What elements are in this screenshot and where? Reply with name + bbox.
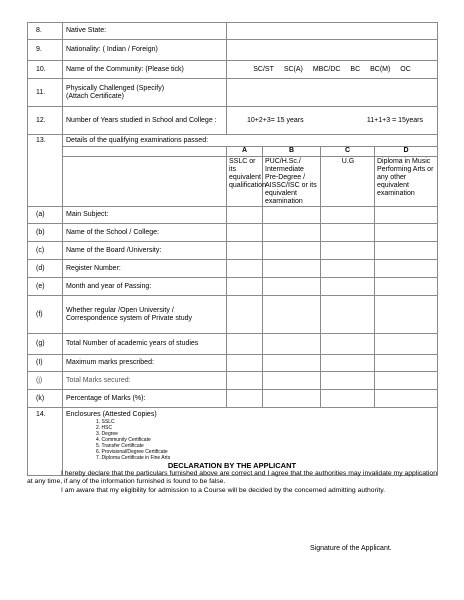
table-row [28,242,438,260]
row-label: Native State: [63,23,227,40]
row-sublabel: (Attach Certificate) [66,92,124,100]
row-label: Name of the Board /University: [63,242,227,260]
row-label: Register Number: [63,260,227,278]
column-header-a: A [227,147,263,157]
row-number: 10. [28,61,63,79]
column-description-b: PUC/H.Sc./ Intermediate Pre-Degree / AISSC/ISC or its equivalent examination [263,157,321,207]
cell-b[interactable] [263,207,321,224]
column-description-a: SSLC or its equivalent qualification [227,157,263,207]
cell-a[interactable] [227,207,263,224]
row-years-studied [28,107,438,135]
cell-d[interactable] [375,390,438,408]
row-number: (j) [28,372,63,390]
cell-a[interactable] [227,224,263,242]
row-number: (f) [28,296,63,334]
cell-a[interactable] [227,260,263,278]
column-header-b: B [263,147,321,157]
row-number: (e) [28,278,63,296]
row-label: Whether regular /Open University / Correspondence system of Private study [63,296,227,334]
community-option-bc[interactable]: BC [350,65,361,73]
row-number: 8. [28,23,63,40]
community-option-sca[interactable]: SC(A) [283,65,303,73]
cell-d[interactable] [375,278,438,296]
community-option-oc[interactable]: OC [400,65,411,73]
cell-a[interactable] [227,278,263,296]
community-option-mbcdc[interactable]: MBC/DC [312,65,341,73]
row-label: Maximum marks prescribed: [63,355,227,372]
list-item: 5. Transfer Certificate [96,443,144,449]
row-number: 11. [28,79,63,107]
cell-b[interactable] [263,260,321,278]
cell-c[interactable] [321,260,375,278]
row-number: 12. [28,107,63,135]
cell-c[interactable] [321,355,375,372]
row-qualifying-exams [28,135,438,147]
cell-c[interactable] [321,296,375,334]
cell-a[interactable] [227,242,263,260]
table-row [28,207,438,224]
cell-d[interactable] [375,224,438,242]
list-item: 2. HSC [96,425,113,431]
row-number: 13. [28,135,63,207]
row-number: (g) [28,334,63,355]
community-option-scst[interactable]: SC/ST [253,65,274,73]
list-item: 1. SSLC [96,419,115,425]
row-number: (d) [28,260,63,278]
row-label: Enclosures (Attested Copies) [66,411,157,418]
list-item: 7. Diploma Certificate in Fine Arts [96,455,171,461]
row-label: Month and year of Passing: [63,278,227,296]
row-number: (k) [28,390,63,408]
cell-b[interactable] [263,224,321,242]
cell-b[interactable] [263,355,321,372]
cell-d[interactable] [375,334,438,355]
cell-d[interactable] [375,355,438,372]
row-native-state [28,23,438,40]
row-number: 9. [28,40,63,61]
community-option-bcm[interactable]: BC(M) [370,65,391,73]
cell-c[interactable] [321,334,375,355]
row-nationality [28,40,438,61]
cell-a[interactable] [227,372,263,390]
column-header-c: C [321,147,375,157]
declaration-title: DECLARATION BY THE APPLICANT [167,461,297,470]
table-row [28,372,438,390]
table-row [28,390,438,408]
table-row [28,278,438,296]
cell-c[interactable] [321,278,375,296]
cell-c[interactable] [321,390,375,408]
table-row [28,260,438,278]
row-label: Number of Years studied in School and College : [63,107,227,135]
cell-a[interactable] [227,296,263,334]
row-label: Nationality: ( Indian / Foreign) [63,40,227,61]
cell-d[interactable] [375,207,438,224]
row-label: Total Number of academic years of studies [63,334,227,355]
community-options [227,61,438,79]
list-item: 6. Provisional/Degree Certificate [96,449,168,455]
column-header-d: D [375,147,438,157]
declaration-paragraph-1: I hereby declare that the particulars furnished above are correct and I agree that the authorities may invalidate my application at any time, if any of the information furnished is found to be false. [27,470,437,486]
cell-a[interactable] [227,355,263,372]
table-row [28,296,438,334]
cell-a[interactable] [227,390,263,408]
cell-d[interactable] [375,242,438,260]
cell-b[interactable] [263,242,321,260]
column-description-c: U.G [321,157,375,207]
row-label: Name of the Community: (Please tick) [63,61,227,79]
enclosure-list [66,419,437,461]
cell-b[interactable] [263,390,321,408]
cell-b[interactable] [263,334,321,355]
row-label: Percentage of Marks (%): [63,390,227,408]
table-row [28,355,438,372]
row-number: (b) [28,224,63,242]
table-row [28,224,438,242]
row-label: Main Subject: [63,207,227,224]
cell-b[interactable] [263,372,321,390]
application-form-table [27,22,438,476]
years-option-1[interactable]: 10+2+3= 15 years [247,116,304,124]
cell-c[interactable] [321,224,375,242]
nationality-field[interactable] [227,40,438,61]
row-physically-challenged [28,79,438,107]
signature-label: Signature of the Applicant. [310,545,392,552]
column-description-d: Diploma in Music Performing Arts or any other equivalent examination [375,157,438,207]
cell-c[interactable] [321,372,375,390]
native-state-field[interactable] [227,23,438,40]
row-community [28,61,438,79]
declaration-section [0,461,464,495]
row-label: Total Marks secured: [63,372,227,390]
cell-b[interactable] [263,296,321,334]
table-row [28,334,438,355]
list-item: 4. Community Certificate [96,437,151,443]
cell-a[interactable] [227,334,263,355]
cell-d[interactable] [375,372,438,390]
cell-c[interactable] [321,242,375,260]
years-option-2[interactable]: 11+1+3 = 15years [366,116,423,124]
row-number: (I) [28,355,63,372]
row-label: Name of the School / College: [63,224,227,242]
row-label: Details of the qualifying examinations passed: [63,135,263,147]
cell-b[interactable] [263,278,321,296]
cell-c[interactable] [321,207,375,224]
row-number: 14. [28,408,63,476]
qual-column-headers [28,147,438,157]
physically-challenged-field[interactable] [227,79,438,107]
qual-column-descriptions [28,157,438,207]
row-number: (a) [28,207,63,224]
cell-d[interactable] [375,296,438,334]
declaration-paragraph-2: I am aware that my eligibility for admission to a Course will be decided by the concerned admitting authority. [61,486,386,494]
cell-d[interactable] [375,260,438,278]
row-label: Physically Challenged (Specify) [66,84,165,92]
list-item: 3. Degree [96,431,118,437]
row-number: (c) [28,242,63,260]
